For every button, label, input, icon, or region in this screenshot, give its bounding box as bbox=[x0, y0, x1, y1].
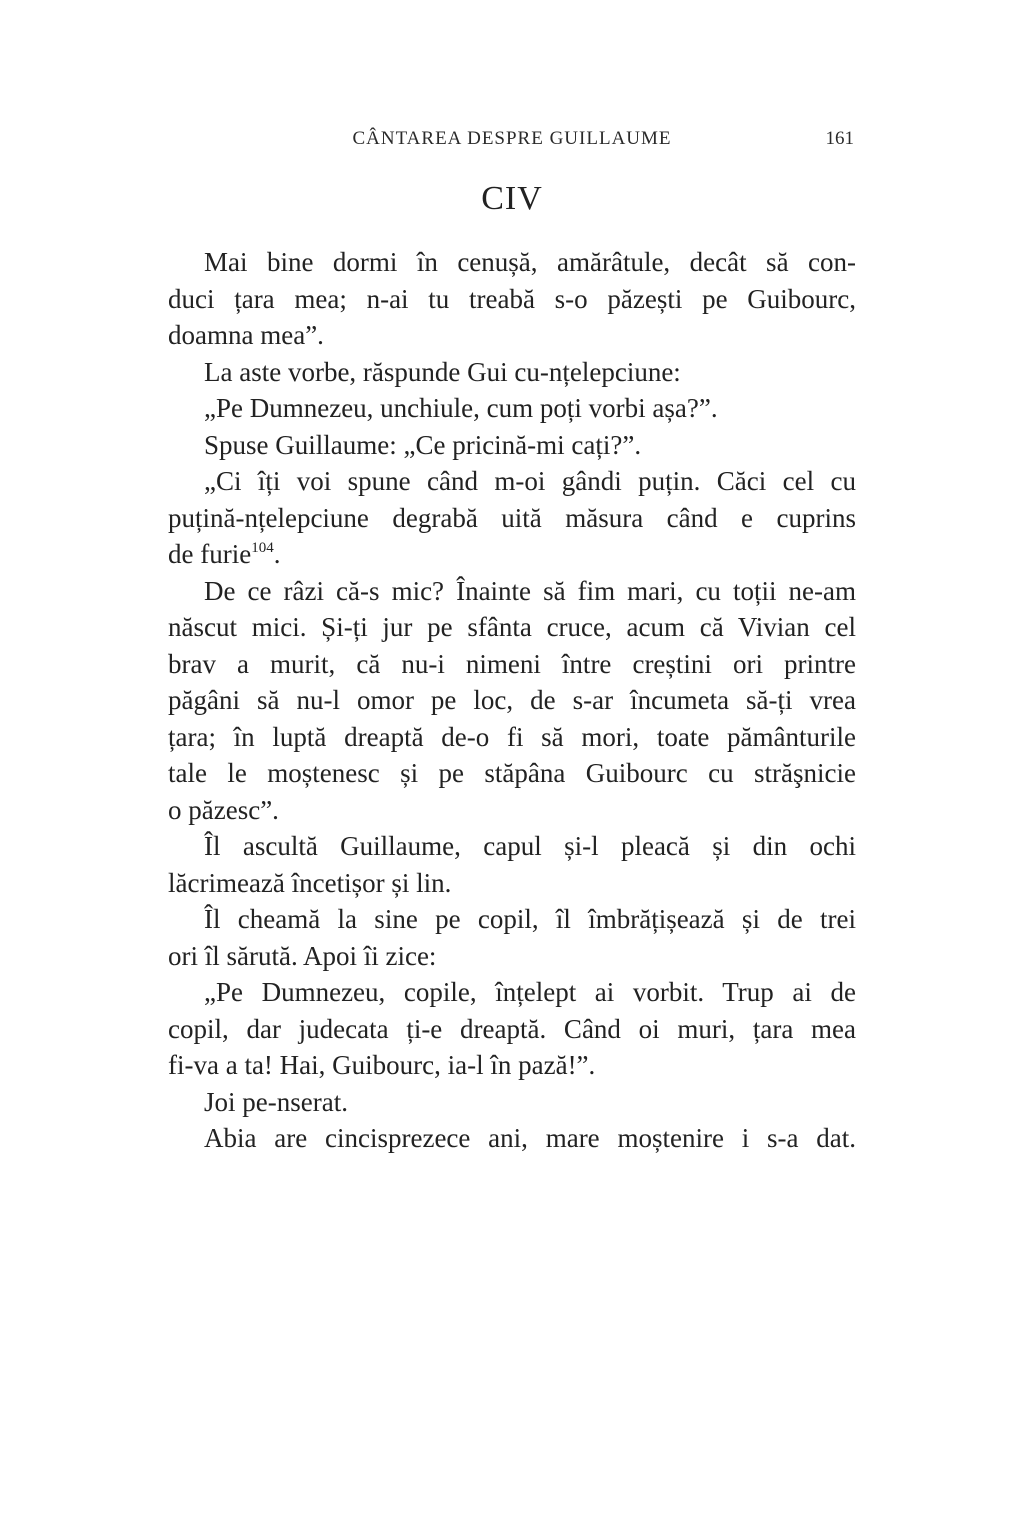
footnote-reference[interactable]: 104 bbox=[251, 540, 274, 556]
chapter-heading: CIV bbox=[481, 180, 543, 217]
text-line: țara; în luptă dreaptă de-o fi să mori, toate pământurile bbox=[168, 721, 856, 752]
footnote-line-text: de furie bbox=[168, 539, 252, 569]
text-line: fi-va a ta! Hai, Guibourc, ia-l în pază!”. bbox=[168, 1050, 596, 1080]
text-line: copil, dar judecata ți-e dreaptă. Când oi muri, țara mea bbox=[168, 1013, 856, 1044]
text-line: „Pe Dumnezeu, copile, înțelept ai vorbit. Trup ai de bbox=[204, 977, 856, 1007]
text-line: o păzesc”. bbox=[168, 794, 279, 825]
page-number: 161 bbox=[825, 128, 854, 149]
body-text bbox=[168, 244, 856, 1157]
text-line: „Pe Dumnezeu, unchiule, cum poți vorbi așa?”. bbox=[204, 393, 718, 423]
running-title: CÂNTAREA DESPRE GUILLAUME bbox=[352, 128, 672, 149]
text-line: Spuse Guillaume: „Ce pricină-mi cați?”. bbox=[204, 429, 642, 460]
text-line: brav a murit, că nu-i nimeni între creștini ori printre bbox=[168, 648, 856, 679]
running-header bbox=[168, 120, 856, 160]
text-line: puțină-nțelepciune degrabă uită măsura când e cuprins bbox=[168, 502, 856, 533]
text-line: tale le moștenesc și pe stăpâna Guibourc cu străşnicie bbox=[168, 758, 856, 788]
footnote-trailing-punctuation: . bbox=[273, 539, 281, 569]
text-line: Îl ascultă Guillaume, capul și-l pleacă și din ochi bbox=[204, 831, 856, 861]
text-line: născut mici. Și-ți jur pe sfânta cruce, acum că Vivian cel bbox=[168, 612, 856, 642]
text-line: Îl cheamă la sine pe copil, îl îmbrățișează și de trei bbox=[204, 904, 856, 934]
text-line: păgâni să nu-l omor pe loc, de s-ar încumeta să-ți vrea bbox=[168, 685, 856, 715]
text-line: ori îl sărută. Apoi îi zice: bbox=[168, 940, 437, 971]
book-page bbox=[168, 120, 856, 1157]
text-line-with-footnote bbox=[168, 536, 856, 573]
text-line: La aste vorbe, răspunde Gui cu-nțelepciune: bbox=[204, 356, 681, 387]
text-line: lăcrimează încetișor și lin. bbox=[168, 867, 452, 898]
text-line: „Ci îți voi spune când m-oi gândi puțin. Căci cel cu bbox=[204, 466, 856, 496]
text-line: duci țara mea; n-ai tu treabă s-o păzești pe Guibourc, bbox=[168, 283, 856, 314]
text-line: Mai bine dormi în cenușă, amărâtule, decât să con- bbox=[204, 247, 856, 277]
text-line: Abia are cincisprezece ani, mare moștenire i s-a dat. bbox=[204, 1123, 856, 1153]
text-line: De ce râzi că-s mic? Înainte să fim mari, cu toții ne-am bbox=[204, 575, 856, 606]
text-line: doamna mea”. bbox=[168, 320, 324, 350]
text-line: Joi pe-nserat. bbox=[204, 1086, 348, 1117]
